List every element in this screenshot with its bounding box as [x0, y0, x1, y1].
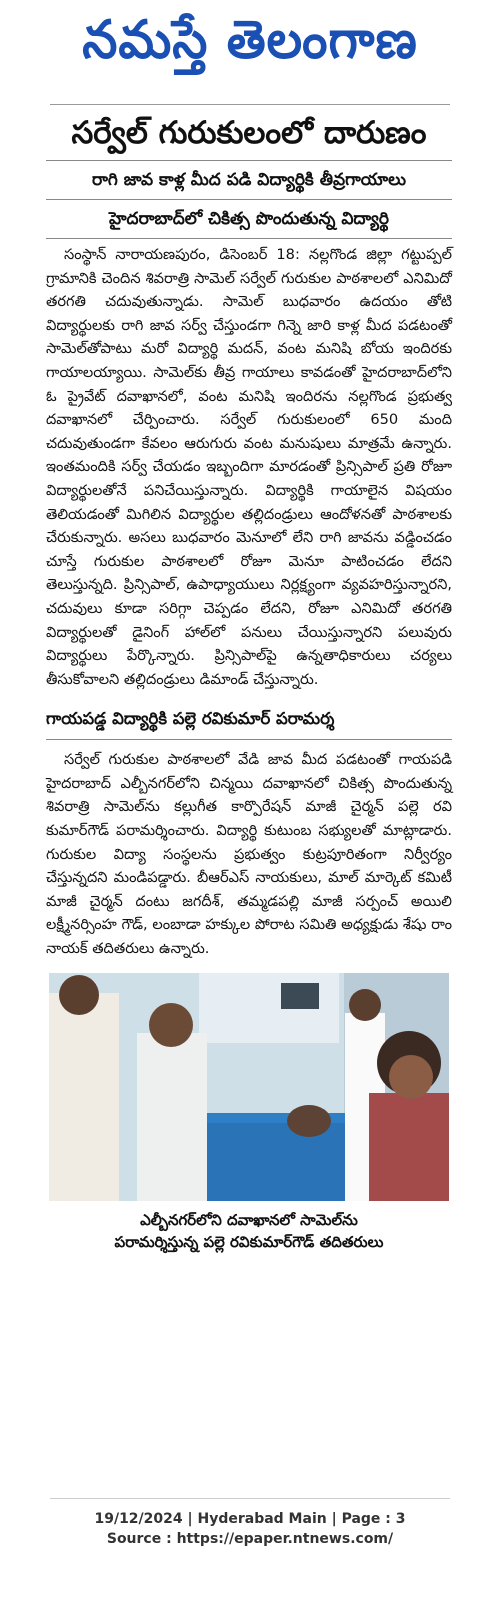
section-heading: గాయపడ్డ విద్యార్థికి పల్లె రవికుమార్ పరామర్శ: [46, 705, 452, 740]
hospital-visit-photo: [49, 973, 449, 1201]
article-body-paragraph: సంస్థాన్ నారాయణపురం, డిసెంబర్ 18: నల్లగొండ జిల్లా గట్టుప్పల్ గ్రామానికి చెందిన శివరాత్రి సామెల్ సర్వేల్ గురుకుల పాఠశాలలో ఎనిమిదో తరగతి చదువుతున్నాడు. సామెల్ బుధవారం ఉదయం తోటి విద్యార్థులకు రాగి జావ సర్వ్ చేస్తుండగా గిన్నె జారి కాళ్ల మీద పడటంతో సామెల్‌తోపాటు మరో విద్యార్థి మదన్, వంట మనిషి బోయ ఇందిరకు గాయాలయ్యాయి. సామెల్‌కు తీవ్ర గాయాలు కావడంతో హైదరాబాద్‌లోని ఓ ప్రైవేట్ దవాఖానలో, వంట మనిషి ఇందిరను నల్లగొండ ప్రభుత్వ దవాఖానలో చేర్పించారు. సర్వేల్ గురుకులంలో 650 మంది చదువుతుండగా కేవలం ఆరుగురు వంట మనుషులు మాత్రమే ఉన్నారు. ఇంతమందికి సర్వ్ చేయడం ఇబ్బందిగా మారడంతో ప్రిన్సిపాల్ ప్రతి రోజూ విద్యార్థులతోనే పనిచేయిస్తున్నారు. విద్యార్థికి గాయాలైన విషయం తెలియడంతో మిగిలిన విద్యార్థుల తల్లిదండ్రులు ఆందోళనతో పాఠశాలకు చేరుకున్నారు. అసలు బుధవారం మెనూలో లేని రాగి జావను వడ్డించడం చూస్తే గురుకుల పాఠశాలలో రోజూ మెనూ పాటించడం లేదని తెలుస్తున్నది. ప్రిన్సిపాల్, ఉపాధ్యాయులు నిర్లక్ష్యంగా వ్యవహరిస్తున్నారని, చదువులు కూడా సరిగ్గా చెప్పడం లేదని, రోజూ ఎనిమిదో తరగతి విద్యార్థులతో డైనింగ్ హాల్‌లో పనులు చేయిస్తున్నారని పలువురు విద్యార్థులు పేర్కొన్నారు. ప్రిన్సిపాల్‌పై ఉన్నతాధికారులు చర్యలు తీసుకోవాలని తల్లిదండ్రులు డిమాండ్ చేస్తున్నారు.: [46, 246, 452, 688]
article-headline: సర్వేల్ గురుకులంలో దారుణం: [71, 115, 427, 151]
news-article: [46, 112, 452, 1253]
masthead-divider: [50, 104, 450, 105]
article-kicker: హైదరాబాద్‌లో చికిత్స పొందుతున్న విద్యార్థి: [109, 209, 389, 229]
subheadline-divider: [46, 199, 452, 200]
newspaper-logo: నమస్తే తెలంగాణ: [82, 8, 418, 70]
headline-divider: [46, 160, 452, 161]
article-subheadline: రాగి జావ కాళ్ల మీద పడి విద్యార్థికి తీవ్రగాయాలు: [91, 170, 407, 190]
photo-caption-line: ఎల్బీనగర్‌లోని దవాఖానలో సామెల్‌ను: [140, 1210, 358, 1229]
masthead: [0, 0, 500, 92]
photo-caption: [46, 1209, 452, 1253]
footer-divider: [50, 1498, 450, 1499]
section-body-paragraph: సర్వేల్ గురుకుల పాఠశాలలో వేడి జావ మీద పడటంతో గాయపడి హైదరాబాద్ ఎల్బీనగర్‌లోని చిన్మయి దవాఖానలో చికిత్స పొందుతున్న శివరాత్రి సామెల్‌ను కల్లుగీత కార్పొరేషన్ మాజీ చైర్మన్ పల్లె రవి కుమార్‌గౌడ్ పరామర్శించారు. విద్యార్థి కుటుంబ సభ్యులతో మాట్లాడారు. గురుకుల విద్యా సంస్థలను ప్రభుత్వం కుట్రపూరితంగా నిర్వీర్యం చేస్తున్నదని మండిపడ్డారు. బీఆర్‌ఎస్ నాయకులు, మాల్ మార్కెట్ కమిటీ మాజీ చైర్మన్ దంటు జగదీశ్, తమ్మడపల్లి మాజీ సర్పంచ్ అయిలి లక్ష్మీనర్సింహ గౌడ్, లంబాడా హక్కుల పోరాట సమితి అధ్యక్షుడు శేషు రాం నాయక్ తదితరులు ఉన్నారు.: [46, 751, 452, 958]
footer-date-line: 19/12/2024 | Hyderabad Main | Page : 3: [94, 1511, 406, 1527]
news-photo: [49, 973, 449, 1201]
footer-source-line: Source : https://epaper.ntnews.com/: [106, 1531, 394, 1547]
kicker-divider: [46, 238, 452, 239]
photo-caption-line: పరామర్శిస్తున్న పల్లె రవికుమార్‌గౌడ్ తదితరులు: [114, 1232, 384, 1251]
